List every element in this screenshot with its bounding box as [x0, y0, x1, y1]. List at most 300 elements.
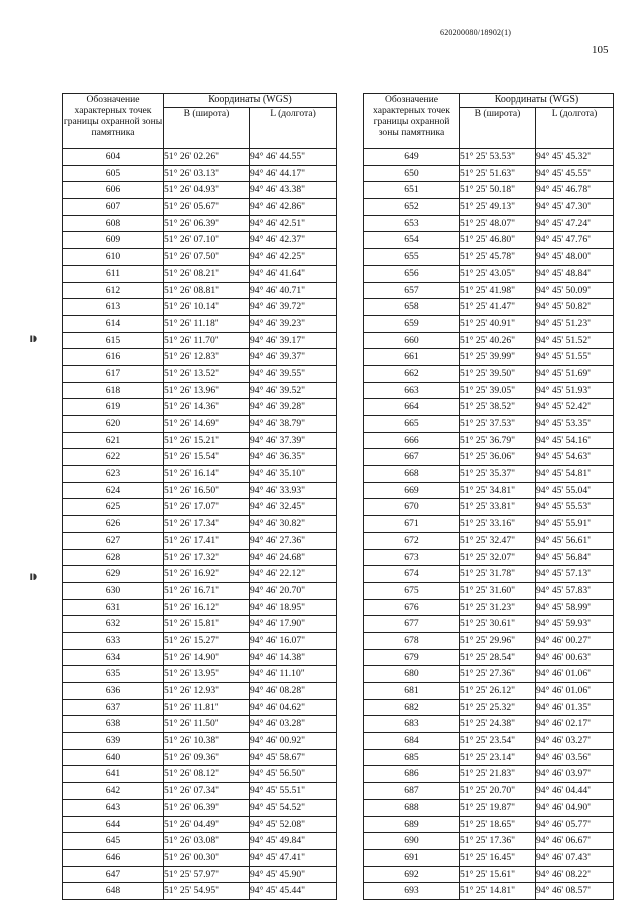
point-number-cell: 671 — [364, 516, 460, 533]
longitude-cell: 94° 45' 56.61" — [536, 532, 614, 549]
table-row — [63, 883, 337, 900]
table-row — [364, 249, 614, 266]
latitude-cell: 51° 26' 05.67" — [164, 199, 250, 216]
point-number-cell: 607 — [63, 199, 164, 216]
table-row — [63, 766, 337, 783]
latitude-cell: 51° 26' 16.14" — [164, 466, 250, 483]
longitude-cell: 94° 46' 38.79" — [250, 416, 337, 433]
latitude-cell: 51° 26' 06.39" — [164, 799, 250, 816]
longitude-cell: 94° 45' 51.55" — [536, 349, 614, 366]
table-row — [63, 165, 337, 182]
latitude-cell: 51° 26' 06.39" — [164, 215, 250, 232]
table-row — [63, 849, 337, 866]
point-number-cell: 634 — [63, 649, 164, 666]
longitude-cell: 94° 45' 47.30" — [536, 199, 614, 216]
longitude-cell: 94° 46' 39.52" — [250, 382, 337, 399]
table-row — [63, 182, 337, 199]
binding-mark-icon: ⁍ — [28, 566, 39, 591]
point-number-cell: 684 — [364, 733, 460, 750]
point-number-cell: 676 — [364, 599, 460, 616]
table-row — [63, 449, 337, 466]
latitude-cell: 51° 25' 29.96" — [460, 632, 536, 649]
point-number-cell: 639 — [63, 733, 164, 750]
longitude-cell: 94° 46' 01.35" — [536, 699, 614, 716]
table-row — [364, 332, 614, 349]
point-number-cell: 685 — [364, 749, 460, 766]
longitude-cell: 94° 45' 56.50" — [250, 766, 337, 783]
longitude-cell: 94° 46' 42.51" — [250, 215, 337, 232]
latitude-cell: 51° 25' 24.38" — [460, 716, 536, 733]
longitude-cell: 94° 46' 43.38" — [250, 182, 337, 199]
latitude-cell: 51° 26' 13.95" — [164, 666, 250, 683]
latitude-cell: 51° 26' 16.92" — [164, 566, 250, 583]
column-header-point-name: Обозначение характерных точек границы охранной зоны памятника — [364, 94, 460, 149]
latitude-cell: 51° 25' 38.52" — [460, 399, 536, 416]
point-number-cell: 646 — [63, 849, 164, 866]
table-row — [63, 299, 337, 316]
point-number-cell: 669 — [364, 482, 460, 499]
table-row — [63, 733, 337, 750]
table-row — [364, 299, 614, 316]
point-number-cell: 631 — [63, 599, 164, 616]
longitude-cell: 94° 45' 55.91" — [536, 516, 614, 533]
latitude-cell: 51° 25' 16.45" — [460, 849, 536, 866]
latitude-cell: 51° 26' 14.69" — [164, 416, 250, 433]
point-number-cell: 648 — [63, 883, 164, 900]
point-number-cell: 658 — [364, 299, 460, 316]
point-number-cell: 656 — [364, 265, 460, 282]
latitude-cell: 51° 26' 03.13" — [164, 165, 250, 182]
table-row — [364, 199, 614, 216]
longitude-cell: 94° 46' 22.12" — [250, 566, 337, 583]
latitude-cell: 51° 25' 50.18" — [460, 182, 536, 199]
point-number-cell: 625 — [63, 499, 164, 516]
table-row — [63, 382, 337, 399]
point-number-cell: 622 — [63, 449, 164, 466]
point-number-cell: 654 — [364, 232, 460, 249]
table-row — [63, 399, 337, 416]
point-number-cell: 632 — [63, 616, 164, 633]
latitude-cell: 51° 25' 31.60" — [460, 582, 536, 599]
latitude-cell: 51° 25' 36.79" — [460, 432, 536, 449]
point-number-cell: 616 — [63, 349, 164, 366]
table-row — [63, 582, 337, 599]
latitude-cell: 51° 25' 43.05" — [460, 265, 536, 282]
point-number-cell: 668 — [364, 466, 460, 483]
latitude-cell: 51° 26' 04.93" — [164, 182, 250, 199]
table-row — [364, 699, 614, 716]
column-header-point-name: Обозначение характерных точек границы охранной зоны памятника — [63, 94, 164, 149]
point-number-cell: 612 — [63, 282, 164, 299]
latitude-cell: 51° 26' 14.36" — [164, 399, 250, 416]
point-number-cell: 611 — [63, 265, 164, 282]
latitude-cell: 51° 25' 19.87" — [460, 799, 536, 816]
latitude-cell: 51° 25' 21.83" — [460, 766, 536, 783]
latitude-cell: 51° 26' 10.14" — [164, 299, 250, 316]
point-number-cell: 651 — [364, 182, 460, 199]
point-number-cell: 680 — [364, 666, 460, 683]
table-row — [63, 632, 337, 649]
latitude-cell: 51° 25' 14.81" — [460, 883, 536, 900]
longitude-cell: 94° 46' 03.27" — [536, 733, 614, 750]
latitude-cell: 51° 25' 57.97" — [164, 866, 250, 883]
latitude-cell: 51° 25' 41.47" — [460, 299, 536, 316]
longitude-cell: 94° 46' 42.86" — [250, 199, 337, 216]
column-header-longitude: L (долгота) — [250, 108, 337, 149]
column-header-longitude: L (долгота) — [536, 108, 614, 149]
table-row — [63, 332, 337, 349]
latitude-cell: 51° 25' 32.07" — [460, 549, 536, 566]
longitude-cell: 94° 45' 47.76" — [536, 232, 614, 249]
point-number-cell: 618 — [63, 382, 164, 399]
longitude-cell: 94° 45' 47.24" — [536, 215, 614, 232]
latitude-cell: 51° 25' 40.26" — [460, 332, 536, 349]
table-row — [63, 282, 337, 299]
longitude-cell: 94° 45' 51.69" — [536, 365, 614, 382]
latitude-cell: 51° 25' 49.13" — [460, 199, 536, 216]
longitude-cell: 94° 45' 50.82" — [536, 299, 614, 316]
table-row — [364, 783, 614, 800]
longitude-cell: 94° 46' 20.70" — [250, 582, 337, 599]
table-row — [63, 482, 337, 499]
latitude-cell: 51° 26' 00.30" — [164, 849, 250, 866]
binding-mark-icon: ⁍ — [28, 328, 39, 353]
longitude-cell: 94° 46' 39.17" — [250, 332, 337, 349]
longitude-cell: 94° 46' 24.68" — [250, 549, 337, 566]
longitude-cell: 94° 46' 39.28" — [250, 399, 337, 416]
point-number-cell: 661 — [364, 349, 460, 366]
longitude-cell: 94° 46' 39.23" — [250, 315, 337, 332]
table-row — [63, 532, 337, 549]
point-number-cell: 637 — [63, 699, 164, 716]
table-row — [364, 482, 614, 499]
table-row — [364, 382, 614, 399]
table-row — [364, 499, 614, 516]
table-row — [63, 199, 337, 216]
table-row — [364, 265, 614, 282]
table-row — [63, 149, 337, 166]
table-row — [364, 833, 614, 850]
latitude-cell: 51° 25' 30.61" — [460, 616, 536, 633]
longitude-cell: 94° 45' 53.35" — [536, 416, 614, 433]
table-row — [364, 616, 614, 633]
point-number-cell: 664 — [364, 399, 460, 416]
point-number-cell: 613 — [63, 299, 164, 316]
point-number-cell: 608 — [63, 215, 164, 232]
longitude-cell: 94° 45' 45.32" — [536, 149, 614, 166]
table-row — [63, 349, 337, 366]
point-number-cell: 670 — [364, 499, 460, 516]
latitude-cell: 51° 26' 11.18" — [164, 315, 250, 332]
latitude-cell: 51° 26' 17.34" — [164, 516, 250, 533]
latitude-cell: 51° 25' 20.70" — [460, 783, 536, 800]
longitude-cell: 94° 45' 55.04" — [536, 482, 614, 499]
table-row — [63, 699, 337, 716]
table-row — [63, 599, 337, 616]
longitude-cell: 94° 46' 30.82" — [250, 516, 337, 533]
table-row — [364, 416, 614, 433]
longitude-cell: 94° 46' 00.63" — [536, 649, 614, 666]
table-row — [364, 632, 614, 649]
latitude-cell: 51° 26' 13.96" — [164, 382, 250, 399]
table-row — [364, 149, 614, 166]
longitude-cell: 94° 46' 01.06" — [536, 666, 614, 683]
table-row — [364, 582, 614, 599]
longitude-cell: 94° 46' 04.44" — [536, 783, 614, 800]
table-row — [63, 649, 337, 666]
longitude-cell: 94° 45' 55.51" — [250, 783, 337, 800]
latitude-cell: 51° 26' 09.36" — [164, 749, 250, 766]
latitude-cell: 51° 25' 51.63" — [460, 165, 536, 182]
latitude-cell: 51° 25' 39.05" — [460, 382, 536, 399]
latitude-cell: 51° 26' 17.41" — [164, 532, 250, 549]
point-number-cell: 619 — [63, 399, 164, 416]
latitude-cell: 51° 26' 11.50" — [164, 716, 250, 733]
point-number-cell: 663 — [364, 382, 460, 399]
longitude-cell: 94° 46' 42.25" — [250, 249, 337, 266]
table-row — [63, 416, 337, 433]
longitude-cell: 94° 46' 02.17" — [536, 716, 614, 733]
longitude-cell: 94° 45' 51.52" — [536, 332, 614, 349]
longitude-cell: 94° 46' 36.35" — [250, 449, 337, 466]
table-row — [364, 716, 614, 733]
longitude-cell: 94° 45' 54.16" — [536, 432, 614, 449]
latitude-cell: 51° 25' 18.65" — [460, 816, 536, 833]
latitude-cell: 51° 25' 36.06" — [460, 449, 536, 466]
longitude-cell: 94° 46' 37.39" — [250, 432, 337, 449]
latitude-cell: 51° 26' 03.08" — [164, 833, 250, 850]
table-row — [63, 749, 337, 766]
table-row — [63, 783, 337, 800]
latitude-cell: 51° 25' 33.16" — [460, 516, 536, 533]
longitude-cell: 94° 46' 04.90" — [536, 799, 614, 816]
point-number-cell: 693 — [364, 883, 460, 900]
table-row — [63, 516, 337, 533]
longitude-cell: 94° 46' 11.10" — [250, 666, 337, 683]
table-row — [364, 599, 614, 616]
table-row — [364, 666, 614, 683]
table-row — [364, 849, 614, 866]
longitude-cell: 94° 45' 56.84" — [536, 549, 614, 566]
longitude-cell: 94° 45' 48.00" — [536, 249, 614, 266]
point-number-cell: 679 — [364, 649, 460, 666]
point-number-cell: 665 — [364, 416, 460, 433]
longitude-cell: 94° 45' 51.23" — [536, 315, 614, 332]
longitude-cell: 94° 45' 45.44" — [250, 883, 337, 900]
table-row — [364, 365, 614, 382]
latitude-cell: 51° 25' 27.36" — [460, 666, 536, 683]
longitude-cell: 94° 46' 44.55" — [250, 149, 337, 166]
table-row — [364, 532, 614, 549]
longitude-cell: 94° 46' 03.97" — [536, 766, 614, 783]
table-row — [63, 616, 337, 633]
table-row — [364, 165, 614, 182]
point-number-cell: 686 — [364, 766, 460, 783]
latitude-cell: 51° 25' 25.32" — [460, 699, 536, 716]
point-number-cell: 644 — [63, 816, 164, 833]
table-row — [63, 499, 337, 516]
table-row — [364, 649, 614, 666]
longitude-cell: 94° 46' 39.55" — [250, 365, 337, 382]
table-row — [364, 399, 614, 416]
point-number-cell: 687 — [364, 783, 460, 800]
longitude-cell: 94° 45' 54.63" — [536, 449, 614, 466]
table-row — [63, 716, 337, 733]
table-row — [364, 182, 614, 199]
longitude-cell: 94° 46' 06.67" — [536, 833, 614, 850]
longitude-cell: 94° 46' 05.77" — [536, 816, 614, 833]
point-number-cell: 642 — [63, 783, 164, 800]
latitude-cell: 51° 26' 13.52" — [164, 365, 250, 382]
latitude-cell: 51° 26' 08.12" — [164, 766, 250, 783]
table-row — [63, 683, 337, 700]
point-number-cell: 674 — [364, 566, 460, 583]
latitude-cell: 51° 25' 48.07" — [460, 215, 536, 232]
point-number-cell: 672 — [364, 532, 460, 549]
latitude-cell: 51° 26' 07.34" — [164, 783, 250, 800]
table-row — [364, 566, 614, 583]
longitude-cell: 94° 46' 41.64" — [250, 265, 337, 282]
latitude-cell: 51° 26' 16.12" — [164, 599, 250, 616]
latitude-cell: 51° 26' 17.32" — [164, 549, 250, 566]
longitude-cell: 94° 46' 35.10" — [250, 466, 337, 483]
point-number-cell: 605 — [63, 165, 164, 182]
point-number-cell: 635 — [63, 666, 164, 683]
table-row — [63, 265, 337, 282]
latitude-cell: 51° 26' 15.21" — [164, 432, 250, 449]
point-number-cell: 662 — [364, 365, 460, 382]
table-row — [63, 866, 337, 883]
table-row — [63, 365, 337, 382]
table-row — [364, 816, 614, 833]
latitude-cell: 51° 25' 53.53" — [460, 149, 536, 166]
table-row — [63, 666, 337, 683]
longitude-cell: 94° 45' 49.84" — [250, 833, 337, 850]
latitude-cell: 51° 25' 34.81" — [460, 482, 536, 499]
longitude-cell: 94° 46' 08.22" — [536, 866, 614, 883]
longitude-cell: 94° 46' 33.93" — [250, 482, 337, 499]
latitude-cell: 51° 25' 54.95" — [164, 883, 250, 900]
table-row — [63, 466, 337, 483]
table-row — [364, 349, 614, 366]
longitude-cell: 94° 45' 54.81" — [536, 466, 614, 483]
point-number-cell: 617 — [63, 365, 164, 382]
point-number-cell: 691 — [364, 849, 460, 866]
document-id: 620200080/18902(1) — [440, 28, 512, 37]
longitude-cell: 94° 45' 57.83" — [536, 582, 614, 599]
longitude-cell: 94° 46' 08.28" — [250, 683, 337, 700]
latitude-cell: 51° 25' 23.14" — [460, 749, 536, 766]
point-number-cell: 650 — [364, 165, 460, 182]
point-number-cell: 628 — [63, 549, 164, 566]
table-row — [364, 315, 614, 332]
latitude-cell: 51° 26' 14.90" — [164, 649, 250, 666]
latitude-cell: 51° 26' 10.38" — [164, 733, 250, 750]
longitude-cell: 94° 45' 59.93" — [536, 616, 614, 633]
latitude-cell: 51° 26' 02.26" — [164, 149, 250, 166]
longitude-cell: 94° 46' 00.92" — [250, 733, 337, 750]
point-number-cell: 655 — [364, 249, 460, 266]
latitude-cell: 51° 26' 16.50" — [164, 482, 250, 499]
longitude-cell: 94° 46' 40.71" — [250, 282, 337, 299]
point-number-cell: 615 — [63, 332, 164, 349]
point-number-cell: 629 — [63, 566, 164, 583]
longitude-cell: 94° 45' 52.42" — [536, 399, 614, 416]
table-row — [63, 833, 337, 850]
point-number-cell: 690 — [364, 833, 460, 850]
latitude-cell: 51° 25' 33.81" — [460, 499, 536, 516]
longitude-cell: 94° 46' 01.06" — [536, 683, 614, 700]
longitude-cell: 94° 45' 45.55" — [536, 165, 614, 182]
latitude-cell: 51° 25' 32.47" — [460, 532, 536, 549]
point-number-cell: 630 — [63, 582, 164, 599]
longitude-cell: 94° 46' 39.72" — [250, 299, 337, 316]
point-number-cell: 627 — [63, 532, 164, 549]
point-number-cell: 604 — [63, 149, 164, 166]
longitude-cell: 94° 46' 03.28" — [250, 716, 337, 733]
coordinates-table-right — [363, 93, 614, 900]
latitude-cell: 51° 25' 28.54" — [460, 649, 536, 666]
column-header-latitude: B (широта) — [164, 108, 250, 149]
point-number-cell: 643 — [63, 799, 164, 816]
table-row — [364, 549, 614, 566]
latitude-cell: 51° 25' 37.53" — [460, 416, 536, 433]
table-row — [364, 432, 614, 449]
point-number-cell: 620 — [63, 416, 164, 433]
point-number-cell: 692 — [364, 866, 460, 883]
longitude-cell: 94° 46' 16.07" — [250, 632, 337, 649]
longitude-cell: 94° 45' 45.90" — [250, 866, 337, 883]
longitude-cell: 94° 46' 32.45" — [250, 499, 337, 516]
longitude-cell: 94° 45' 52.08" — [250, 816, 337, 833]
point-number-cell: 614 — [63, 315, 164, 332]
point-number-cell: 657 — [364, 282, 460, 299]
table-row — [63, 799, 337, 816]
latitude-cell: 51° 26' 08.21" — [164, 265, 250, 282]
latitude-cell: 51° 25' 35.37" — [460, 466, 536, 483]
table-row — [364, 215, 614, 232]
point-number-cell: 660 — [364, 332, 460, 349]
longitude-cell: 94° 45' 46.78" — [536, 182, 614, 199]
latitude-cell: 51° 26' 12.83" — [164, 349, 250, 366]
longitude-cell: 94° 46' 07.43" — [536, 849, 614, 866]
table-row — [364, 733, 614, 750]
table-row — [63, 249, 337, 266]
column-header-latitude: B (широта) — [460, 108, 536, 149]
latitude-cell: 51° 26' 15.54" — [164, 449, 250, 466]
table-row — [364, 766, 614, 783]
latitude-cell: 51° 25' 31.23" — [460, 599, 536, 616]
table-row — [364, 232, 614, 249]
longitude-cell: 94° 46' 44.17" — [250, 165, 337, 182]
table-row — [364, 282, 614, 299]
latitude-cell: 51° 25' 39.99" — [460, 349, 536, 366]
latitude-cell: 51° 25' 15.61" — [460, 866, 536, 883]
point-number-cell: 640 — [63, 749, 164, 766]
point-number-cell: 683 — [364, 716, 460, 733]
table-row — [364, 749, 614, 766]
longitude-cell: 94° 46' 08.57" — [536, 883, 614, 900]
table-row — [364, 883, 614, 900]
longitude-cell: 94° 46' 18.95" — [250, 599, 337, 616]
point-number-cell: 633 — [63, 632, 164, 649]
point-number-cell: 645 — [63, 833, 164, 850]
point-number-cell: 636 — [63, 683, 164, 700]
column-header-coordinates: Координаты (WGS) — [460, 94, 614, 108]
point-number-cell: 667 — [364, 449, 460, 466]
table-row — [63, 215, 337, 232]
latitude-cell: 51° 25' 31.78" — [460, 566, 536, 583]
